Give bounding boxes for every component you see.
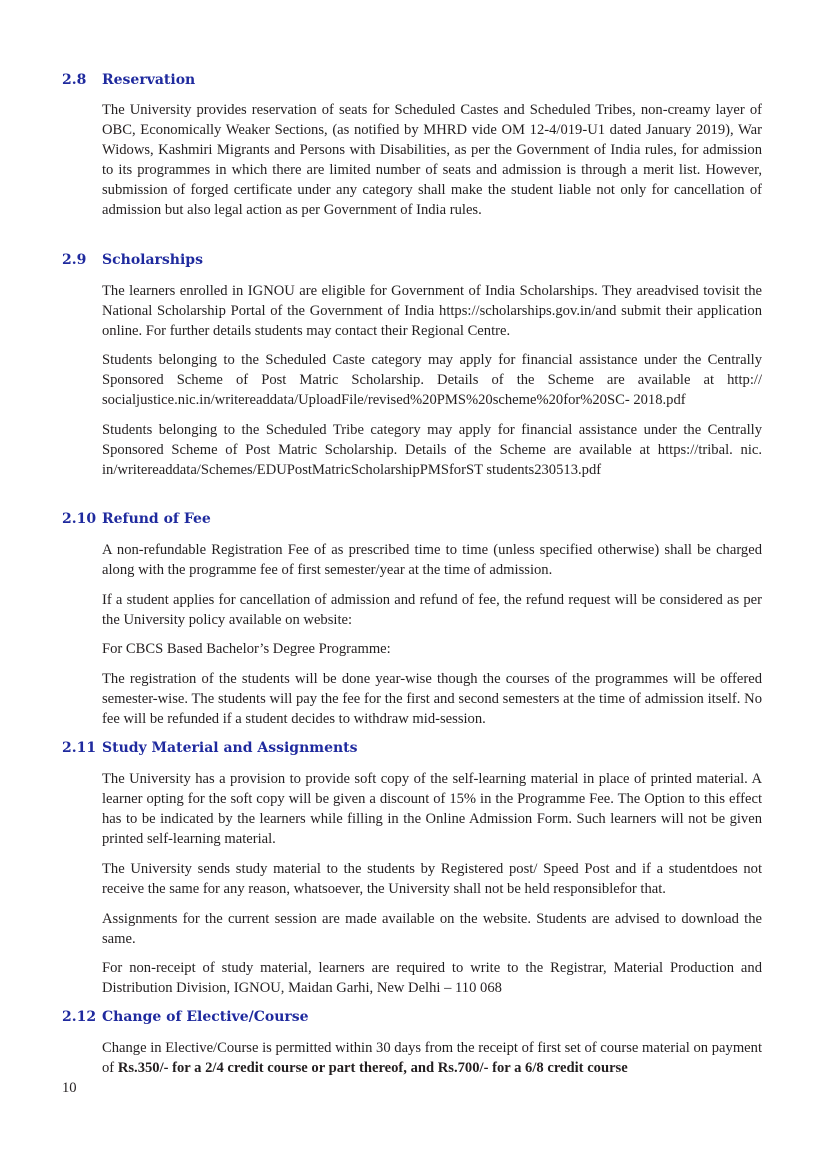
paragraph: For non-receipt of study material, learners are required to write to the Registrar, Material Production and Distribution Division, IGNOU, Maidan Garhi, New Delhi – 110 068 bbox=[102, 960, 762, 996]
paragraph: The University sends study material to the students by Registered post/ Speed Post and if a studentdoes not receive the same for any reason, whatsoever, the University shall not be held responsiblefor that. bbox=[102, 861, 762, 897]
paragraph: A non-refundable Registration Fee of as prescribed time to time (unless specified otherwise) shall be charged along with the programme fee of first semester/year at the time of admission. bbox=[102, 542, 762, 578]
paragraph: The registration of the students will be done year-wise though the courses of the programmes will be offered semester-wise. The students will pay the fee for the first and second semesters at the time of admission itself. No fee will be refunded if a student decides to withdraw mid-session. bbox=[102, 671, 762, 727]
section-title: Change of Elective/Course bbox=[102, 1009, 309, 1025]
section-heading bbox=[62, 252, 762, 272]
paragraph bbox=[102, 1038, 762, 1078]
section-number: 2.10 bbox=[62, 511, 97, 527]
section-heading bbox=[62, 740, 762, 760]
section-title: Study Material and Assignments bbox=[102, 740, 358, 756]
paragraph: Students belonging to the Scheduled Caste category may apply for financial assistance under the Centrally Sponsored Scheme of Post Matric Scholarship. Details of the Scheme are available at http:// socialjustice.nic.in/writereaddata/UploadFile/revised%20PMS%20scheme%20for%20SC- 2018.pdf bbox=[102, 352, 762, 408]
paragraph: The University provides reservation of seats for Scheduled Castes and Scheduled Tribes, non-creamy layer of OBC, Economically Weaker Sections, (as notified by MHRD vide OM 12-4/019-U1 dated January 2019), War Widows, Kashmiri Migrants and Persons with Disabilities, as per the Government of India rules, for admission to its programmes in which there are limited number of seats and admission is through a merit list. However, submission of forged certificate under any category shall make the student liable not only for cancellation of admission but also legal action as per Government of India rules. bbox=[102, 102, 762, 218]
page-number: 10 bbox=[62, 1080, 77, 1096]
paragraph: The learners enrolled in IGNOU are eligible for Government of India Scholarships. They areadvised tovisit the National Scholarship Portal of the Government of India https://scholarships.gov.in/and submit their application online. For further details students may contact their Regional Centre. bbox=[102, 283, 762, 339]
section-heading bbox=[62, 72, 762, 92]
fee-amount-bold: Rs.350/- for a 2/4 credit course or part thereof, and Rs.700/- for a 6/8 credit course bbox=[117, 1060, 628, 1076]
paragraph-text: Change in Elective/Course is permitted within 30 days from the receipt of first set of course material on payment of bbox=[102, 1040, 762, 1076]
section-heading bbox=[62, 511, 762, 531]
section-number: 2.11 bbox=[62, 740, 97, 756]
section-title: Reservation bbox=[102, 72, 196, 88]
paragraph: Students belonging to the Scheduled Tribe category may apply for financial assistance under the Centrally Sponsored Scheme of Post Matric Scholarship. Details of the Scheme are available at https://tribal. nic. in/writereaddata/Schemes/EDUPostMatricScholarshipPMSforST students230513.pdf bbox=[102, 422, 762, 478]
section-heading bbox=[62, 1009, 762, 1029]
section-number: 2.9 bbox=[62, 252, 87, 268]
section-number: 2.12 bbox=[62, 1009, 97, 1025]
paragraph: For CBCS Based Bachelor’s Degree Programme: bbox=[102, 641, 391, 657]
paragraph: Assignments for the current session are made available on the website. Students are advised to download the same. bbox=[102, 911, 762, 947]
paragraph: If a student applies for cancellation of admission and refund of fee, the refund request will be considered as per the University policy available on website: bbox=[102, 592, 762, 628]
section-title: Refund of Fee bbox=[102, 511, 211, 527]
section-title: Scholarships bbox=[102, 252, 203, 268]
section-number: 2.8 bbox=[62, 72, 87, 88]
paragraph: The University has a provision to provide soft copy of the self-learning material in place of printed material. A learner opting for the soft copy will be given a discount of 15% in the Programme Fee. The Option to this effect has to be indicated by the learners while filling in the Online Admission Form. Such learners will not be given printed self-learning material. bbox=[102, 771, 762, 847]
